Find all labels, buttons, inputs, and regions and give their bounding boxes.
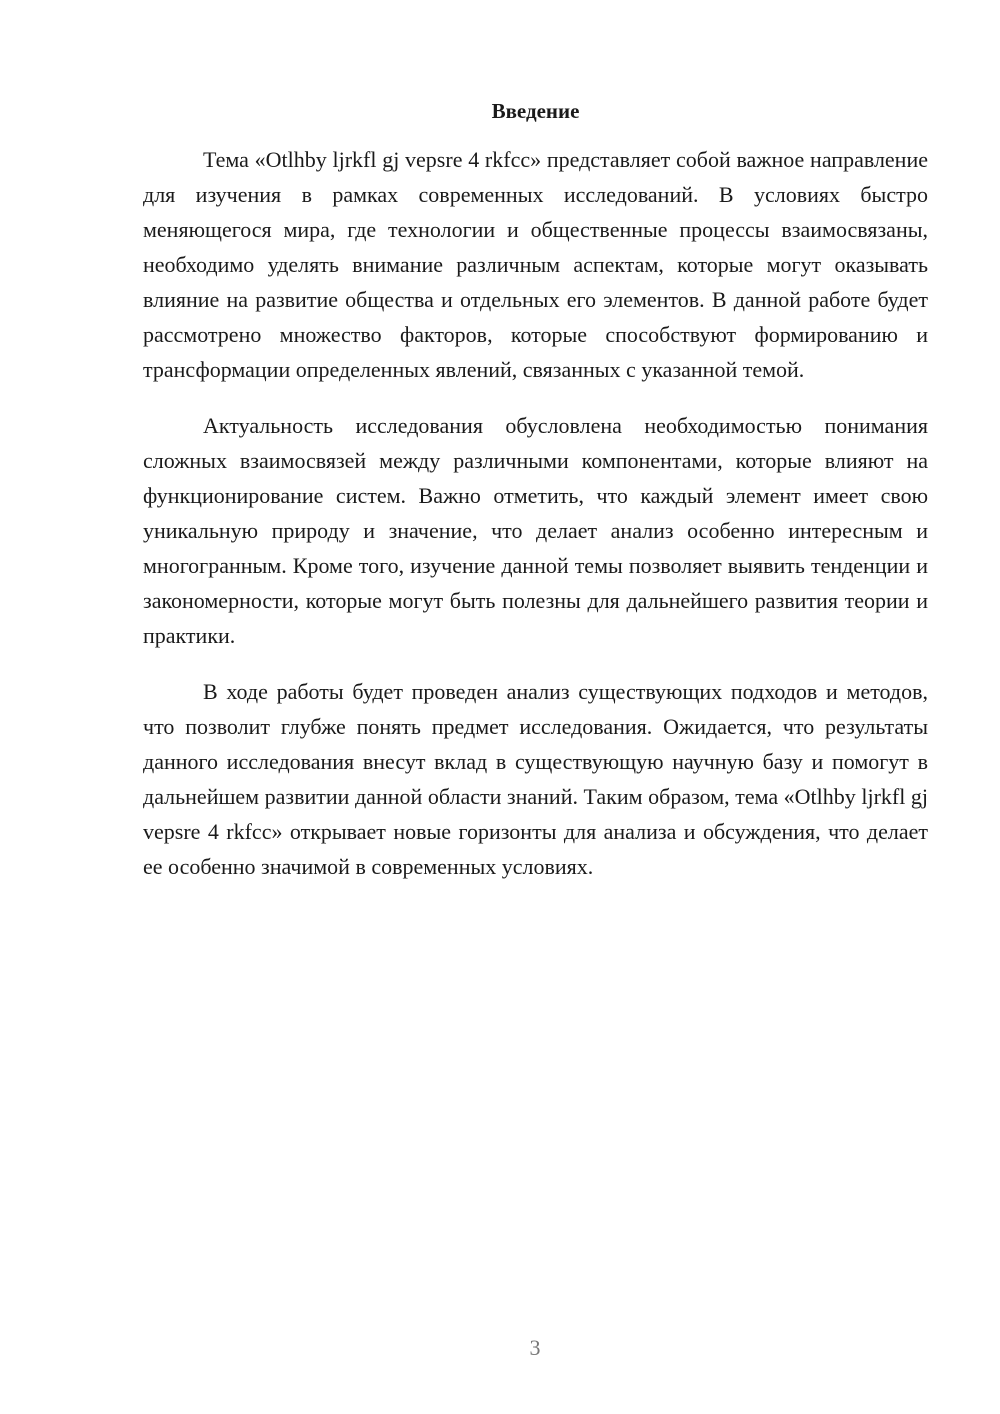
paragraph-2: Актуальность исследования обусловлена необходимостью понимания сложных взаимосвязей между различными компонентами, которые влияют на функционирование систем. Важно отметить, что каждый элемент имеет свою уникальную природу и значение, что делает анализ особенно интересным и многогранным. Кроме того, изучение данной темы позволяет выявить тенденции и закономерности, которые могут быть полезны для дальнейшего развития теории и практики.: [143, 413, 928, 648]
body-text: [143, 142, 928, 884]
paragraph-1: Тема «Otlhby ljrkfl gj vepsre 4 rkfcc» представляет собой важное направление для изучения в рамках современных исследований. В условиях быстро меняющегося мира, где технологии и общественные процессы взаимосвязаны, необходимо уделять внимание различным аспектам, которые могут оказывать влияние на развитие общества и отдельных его элементов. В данной работе будет рассмотрено множество факторов, которые способствуют формированию и трансформации определенных явлений, связанных с указанной темой.: [143, 147, 928, 382]
page-number: 3: [529, 1335, 541, 1360]
paragraph-3: В ходе работы будет проведен анализ существующих подходов и методов, что позволит глубже понять предмет исследования. Ожидается, что результаты данного исследования внесут вклад в существующую научную базу и помогут в дальнейшем развитии данной области знаний. Таким образом, тема «Otlhby ljrkfl gj vepsre 4 rkfcc» открывает новые горизонты для анализа и обсуждения, что делает ее особенно значимой в современных условиях.: [143, 679, 928, 879]
section-heading: Введение: [491, 99, 580, 123]
